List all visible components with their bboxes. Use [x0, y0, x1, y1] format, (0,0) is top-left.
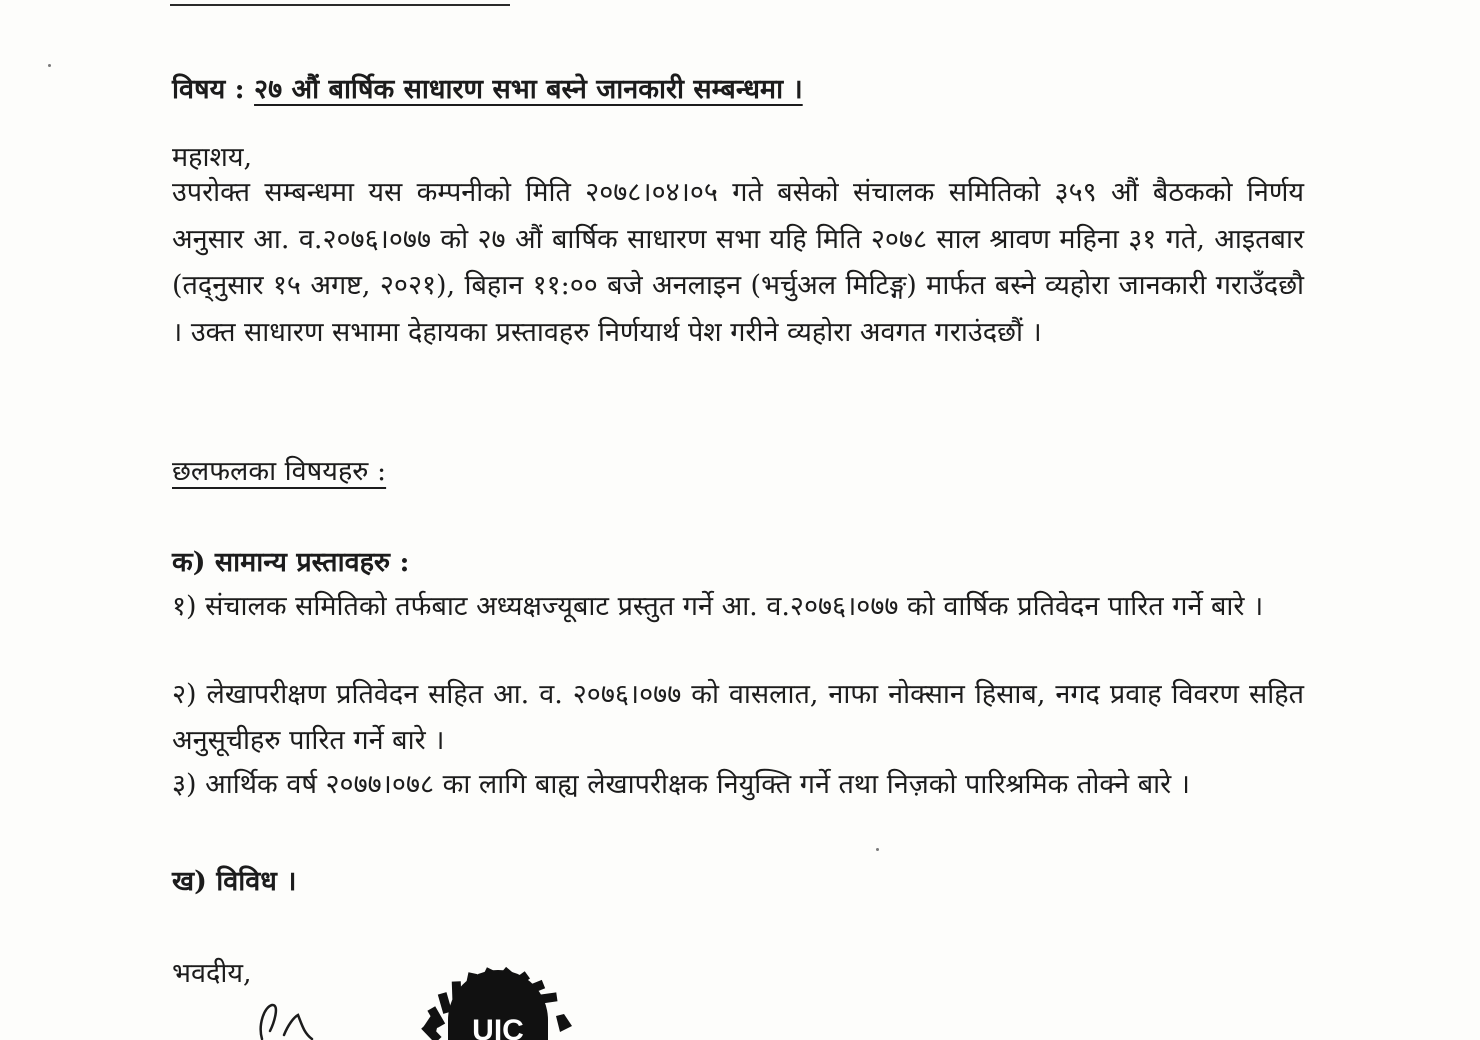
paper-speck: [876, 848, 879, 851]
section-a-heading: क) सामान्य प्रस्तावहरु :: [172, 547, 410, 578]
subject-label: विषय :: [172, 74, 245, 105]
subject-line: [172, 70, 1304, 110]
agenda-item-1: १) संचालक समितिको तर्फबाट अध्यक्षज्यूबाट प्रस्तुत गर्ने आ. व.२०७६।०७७ को वार्षिक प्रतिवेदन पारित गर्ने बारे ।: [172, 591, 1264, 622]
section-b-heading: ख) विविध ।: [172, 866, 297, 897]
agenda-item-2: २) लेखापरीक्षण प्रतिवेदन सहित आ. व. २०७६।०७७ को वासलात, नाफा नोक्सान हिसाब, नगद प्रवाह विवरण सहित अनुसूचीहरु पारित गर्ने बारे ।: [172, 679, 1304, 756]
body-paragraph: उपरोक्त सम्बन्धमा यस कम्पनीको मिति २०७८।०४।०५ गते बसेको संचालक समितिको ३५९ औं बैठकको निर्णय अनुसार आ. व.२०७६।०७७ को २७ औं बार्षिक साधारण सभा यहि मिति २०७८ साल श्रावण महिना ३१ गते, आइतबार (तद्नुसार १५ अगष्ट, २०२१), बिहान ११:०० बजे अनलाइन (भर्चुअल मिटिङ्ग) मार्फत बस्ने व्यहोरा जानकारी गराउँदछौ । उक्त साधारण सभामा देहायका प्रस्तावहरु निर्णयार्थ पेश गरीने व्यहोरा अवगत गराउंदछौं ।: [172, 177, 1304, 348]
salutation: महाशय,: [172, 142, 253, 173]
company-seal: [418, 940, 578, 1040]
handwritten-signature: [250, 995, 330, 1040]
agenda-heading-text: छलफलका विषयहरु :: [172, 456, 387, 487]
agenda-heading: [172, 452, 1304, 492]
closing-yours-faithfully: भवदीय,: [172, 958, 252, 989]
seal-text: UIC: [472, 1014, 524, 1040]
top-underline-fragment: [170, 4, 510, 6]
subject-text: २७ औं बार्षिक साधारण सभा बस्ने जानकारी सम्बन्धमा ।: [254, 74, 803, 105]
agenda-item-3: ३) आर्थिक वर्ष २०७७।०७८ का लागि बाह्य लेखापरीक्षक नियुक्ति गर्ने तथा निज़को पारिश्रमिक तोक्ने बारे ।: [172, 769, 1191, 800]
paper-speck: [48, 64, 51, 67]
